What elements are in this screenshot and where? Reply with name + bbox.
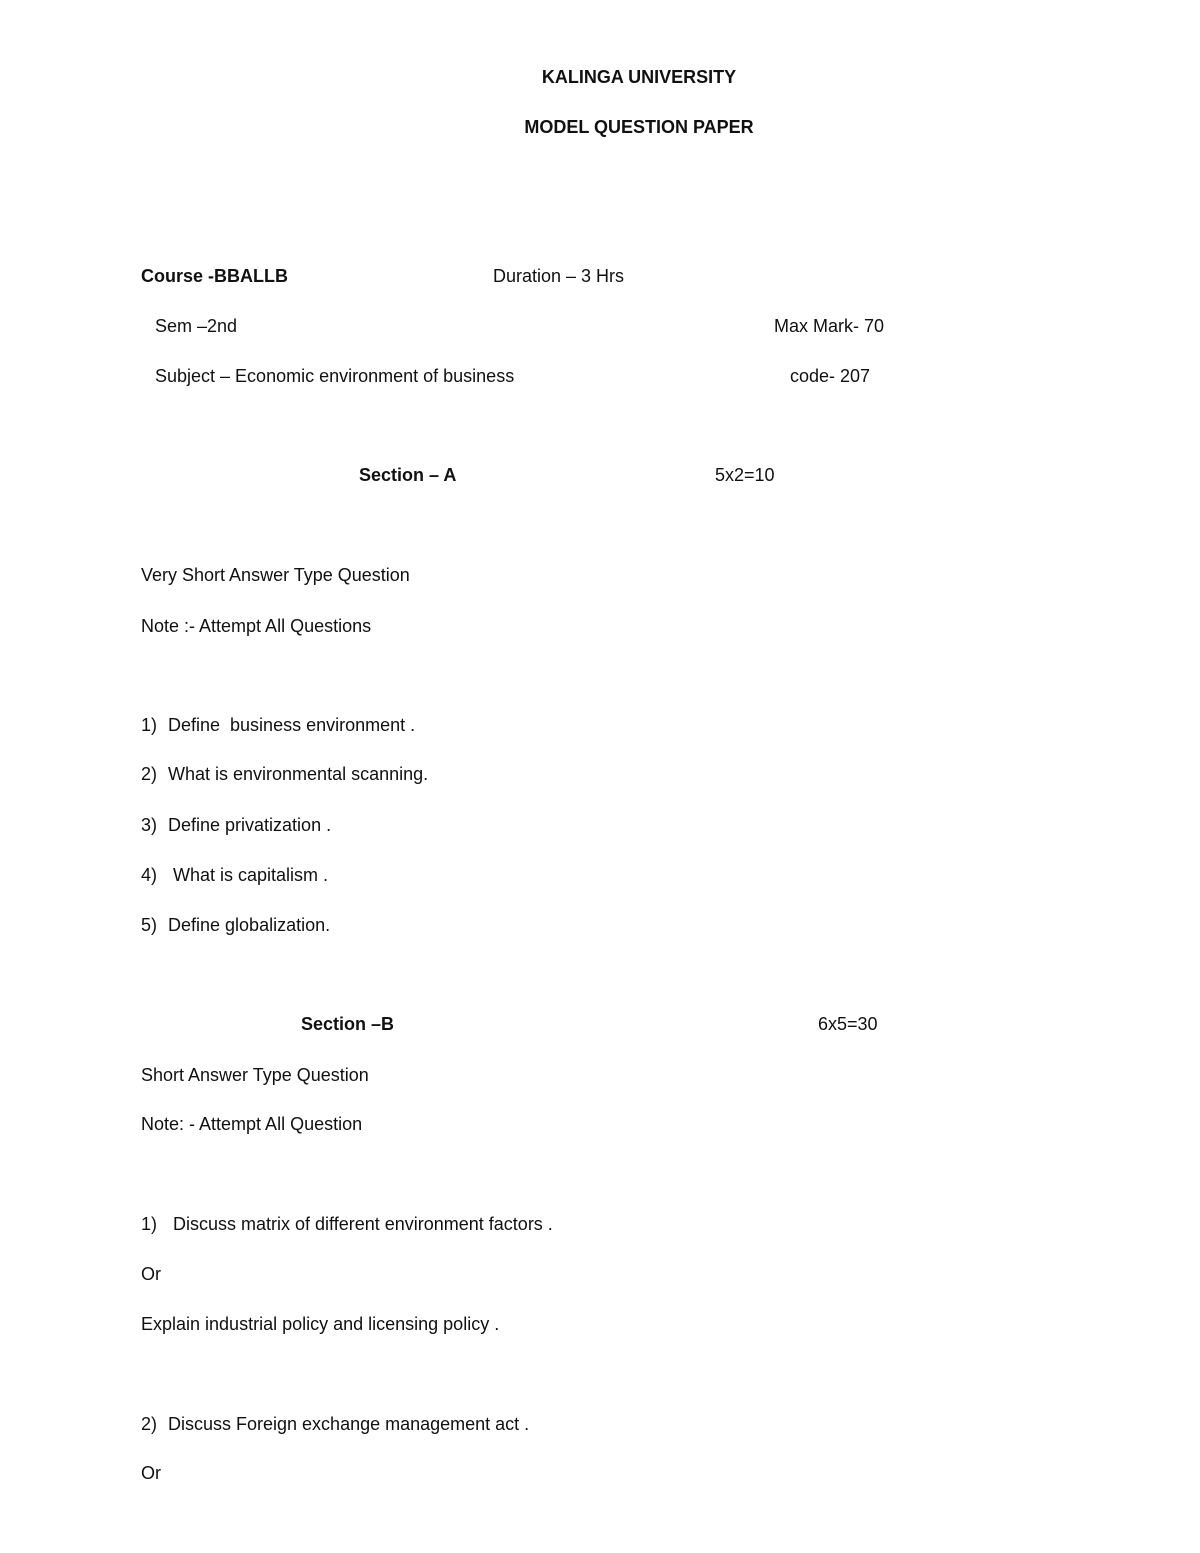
code-label: code- 207 (790, 366, 871, 386)
duration-label: Duration – 3 Hrs (493, 266, 625, 286)
paper-title: MODEL QUESTION PAPER (524, 117, 754, 137)
question-text: What is capitalism . (168, 865, 329, 885)
subject-label: Subject – Economic environment of business (155, 366, 515, 386)
section-b-note: Note: - Attempt All Question (141, 1114, 363, 1134)
section-b-type: Short Answer Type Question (141, 1065, 369, 1085)
question-text: Discuss Foreign exchange management act . (168, 1414, 530, 1434)
course-label: Course -BBALLB (141, 266, 288, 286)
semester-label: Sem –2nd (155, 316, 238, 336)
section-b-title: Section –B (301, 1014, 395, 1034)
section-a-marks: 5x2=10 (715, 465, 775, 485)
question-number: 4) (141, 865, 158, 885)
section-a-type: Very Short Answer Type Question (141, 565, 410, 585)
or-separator: Or (141, 1264, 161, 1284)
question-text: Discuss matrix of different environment factors . (168, 1214, 553, 1234)
question-number: 3) (141, 815, 158, 835)
question-text: Define privatization . (168, 815, 332, 835)
alternate-question-text: Explain industrial policy and licensing policy . (141, 1314, 500, 1334)
question-number: 1) (141, 1214, 158, 1234)
section-a-note: Note :- Attempt All Questions (141, 616, 372, 636)
question-number: 1) (141, 715, 158, 735)
section-a-title: Section – A (359, 465, 457, 485)
question-text: Define business environment . (168, 715, 416, 735)
max-mark-label: Max Mark- 70 (774, 316, 885, 336)
university-name: KALINGA UNIVERSITY (541, 67, 737, 87)
question-text: Define globalization. (168, 915, 331, 935)
or-separator: Or (141, 1463, 161, 1483)
question-text: What is environmental scanning. (168, 764, 429, 784)
question-number: 5) (141, 915, 158, 935)
question-number: 2) (141, 764, 158, 784)
section-b-marks: 6x5=30 (818, 1014, 878, 1034)
question-number: 2) (141, 1414, 158, 1434)
